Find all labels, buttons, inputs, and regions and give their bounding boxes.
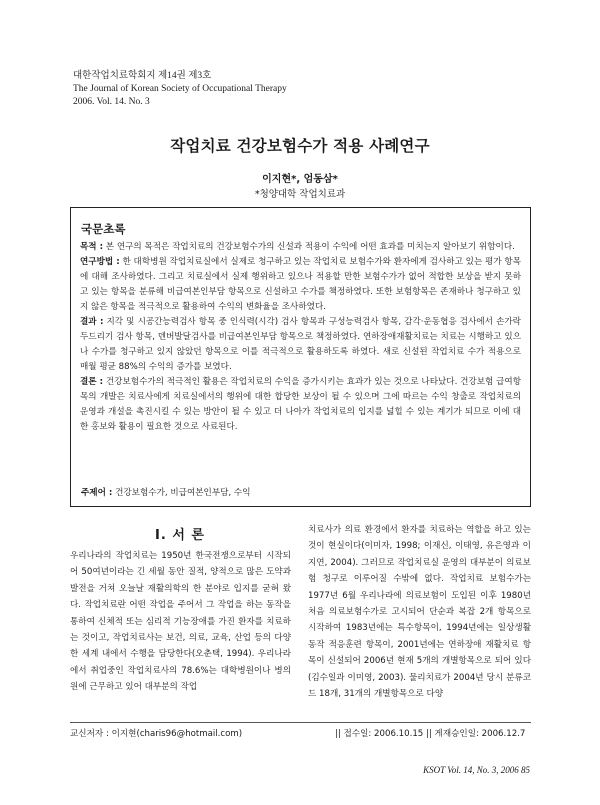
body-column-left: 우리나라의 작업치료는 1950년 한국전쟁으로부터 시작되어 50여년이라는 긴 세월 동안 질적, 양적으로 많은 도약과 발전을 거쳐 오늘날 재활의학의 한 분야로 입지를 굳혀 왔다. 작업치료란 어떤 작업을 주어서 그 작업을 하는 동작을 통하여 신체적 또는 심리적 기능장애를 가진 환자를 치료하는 것이고, 작업치료사는 보건, 의료, 교육, 산업 등의 다양한 세계 내에서 수행을 담당한다(오춘택, 1994). 우리나라에서 취업중인 작업치료사의 78.6%는 대학병원이나 병의원에 근무하고 있어 대부분의 작업 [70,551,291,693]
abstract-keywords [81,486,251,498]
body-column-right: 치료사가 의료 환경에서 환자를 치료하는 역할을 하고 있는 것이 현실이다(이미자, 1998; 이재신, 이태영, 유은영과 이지연, 2004). 그러므로 작업치료실 운영의 대부분이 의료보험 청구로 이루어질 수밖에 없다. 작업치료 보험수가는 1977년 6월 우리나라에 의료보험이 도입된 이후 1980년 처음 의료보험수가로 고시되어 단순과 복잡 2개 항목으로 시작하여 1983년에는 특수항목이, 1994년에는 일상생활동작 적응훈련 항목이, 2001년에는 연하장애 재활치료 항목이 신설되어 2006년 현재 5개의 개별항목으로 되어 있다(김수일과 이미영, 2003). 물리치료가 2004년 당시 분류코드 18개, 31개의 개별항목으로 다양 [308,525,531,700]
purpose-text: 본 연구의 목적은 작업치료의 건강보험수가의 신설과 적용이 수익에 어떤 효과를 미치는지 알아보기 위함이다. [105,242,515,252]
method-label: 연구방법 : [80,257,120,267]
journal-issue: 2006. Vol. 14. No. 3 [73,97,150,107]
abstract-conclusion [80,375,521,435]
abstract-body [80,240,521,435]
abstract-method [80,255,521,315]
keywords-text: 건강보험수가, 비급여본인부담, 수익 [115,488,251,498]
abstract-box [70,207,531,507]
abstract-purpose [80,240,521,255]
result-text: 지각 및 시공간능력검사 항목 중 인식력(시각) 검사 항목과 구성능력검사 항목, 감각·운동협응 검사에서 손가락 두드리기 검사 항목, 덴버발달검사를 비급여본인부담 항목으로 책정하였다. 연하장애재활치료는 치료는 시행하고 있으나 수가를 청구하고 있지 않았던 항목으로 이를 적극적으로 활용하도록 하였다. 새로 신설된 작업치료 수가 적용으로 매월 평균 88%의 수익의 증가를 보였다. [80,317,521,372]
journal-header [73,70,287,109]
journal-name-english: The Journal of Korean Society of Occupational Therapy [73,84,287,94]
keywords-label: 주제어 : [81,488,113,498]
result-label: 결과 : [80,317,104,327]
conclusion-text: 건강보험수가의 적극적인 활용은 작업치료의 수익을 증가시키는 효과가 있는 것으로 나타났다. 건강보험 급여항목의 개발은 치료사에게 치료실에서의 행위에 대한 합당한 보상이 될 수 있으며 그에 따르는 수익 창출로 작업치료의 운영과 개설을 촉진시킬 수 있는 방안이 될 수 있고 더 나아가 작업치료의 입지를 넓힐 수 있는 계기가 되므로 이에 대한 홍보와 활용이 필요한 것으로 사료된다. [80,377,521,432]
corresponding-author: 교신저자 : 이지현(charis96@hotmail.com) [70,729,243,739]
abstract-heading: 국문초록 [81,222,126,236]
page-footer: KSOT Vol. 14, No. 3, 2006 85 [423,765,530,775]
abstract-result [80,315,521,375]
purpose-label: 목적 : [80,242,104,252]
footer-divider [70,722,531,723]
submission-dates: || 접수일: 2006.10.15 || 게재승인일: 2006.12.7 [335,729,526,739]
journal-name-korean: 대한작업치료학회지 제14권 제3호 [73,71,212,81]
author-affiliation: *청양대학 작업치료과 [254,189,346,200]
method-text: 한 대학병원 작업치료실에서 실제로 청구하고 있는 작업치료 보험수가와 환자에게 검사하고 있는 평가 항목에 대해 조사하였다. 그리고 치료실에서 실제 행위하고 있으나 적용할 만한 보험수가가 없어 적합한 보상을 받지 못하고 있는 항목을 분류해 비급여본인부담 항목으로 신설하고 수가를 책정하였다. 또한 보험항목은 존재하나 청구하고 있지 않은 항목을 적극적으로 활용하여 수익의 변화율을 조사하였다. [80,257,522,312]
section-title: Ⅰ. 서 론 [155,528,205,543]
paper-authors: 이지현*, 엄동삼* [262,174,338,185]
paper-title: 작업치료 건강보험수가 적용 사례연구 [170,137,430,155]
conclusion-label: 결론 : [80,377,104,387]
